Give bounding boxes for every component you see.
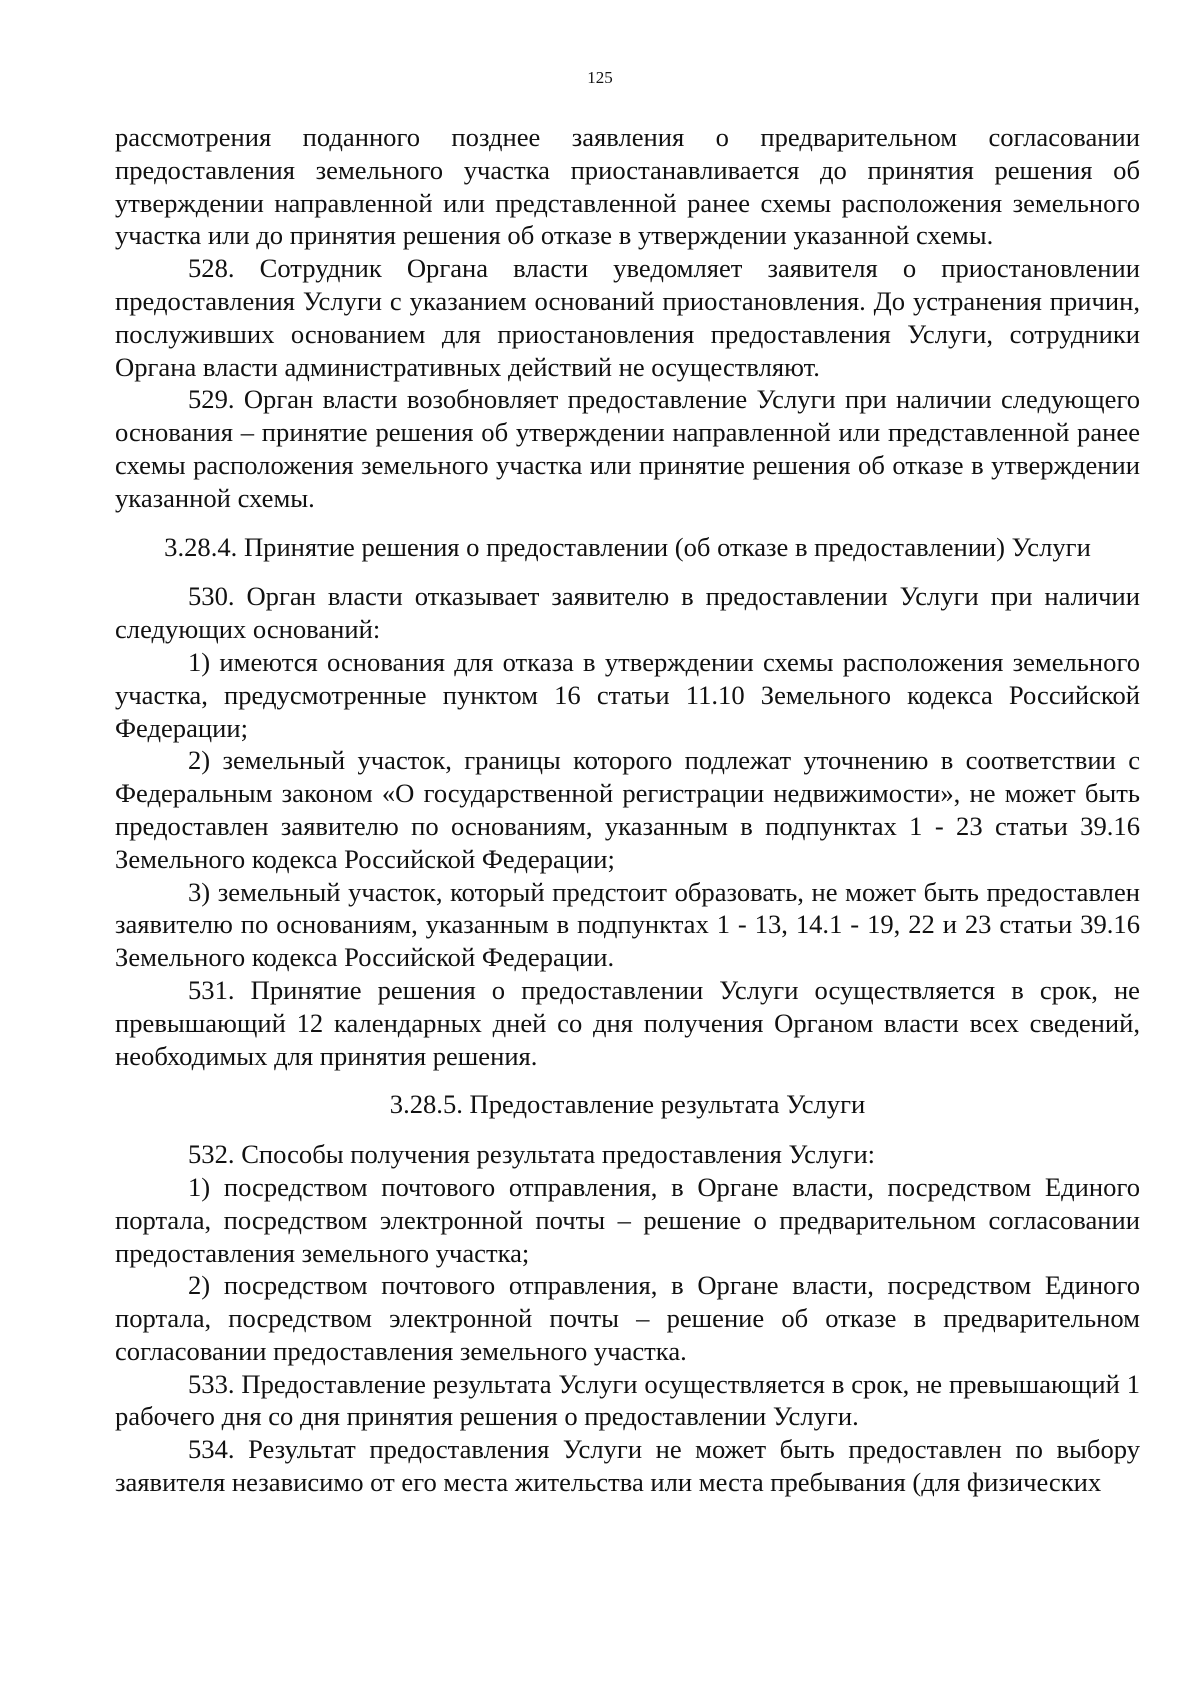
- page-number: 125: [587, 68, 613, 87]
- paragraph-532: 532. Способы получения результата предоставления Услуги:: [188, 1139, 876, 1170]
- list-item-532-2: 2) посредством почтового отправления, в Органе власти, посредством Единого портала, посредством электронной почты – решение об отказе в предварительном согласовании предоставления земельного участка.: [115, 1270, 1140, 1366]
- paragraph-529: 529. Орган власти возобновляет предоставление Услуги при наличии следующего основания – принятие решения об утверждении направленной или представленной ранее схемы расположения земельного участка или принятие решения об отказе в утверждении указанной схемы.: [115, 384, 1140, 513]
- paragraph-531: 531. Принятие решения о предоставлении Услуги осуществляется в срок, не превышающий 12 календарных дней со дня получения Органом власти всех сведений, необходимых для принятия решения.: [115, 974, 1140, 1071]
- list-item-530-3: 3) земельный участок, который предстоит образовать, не может быть предоставлен заявителю по основаниям, указанным в подпунктах 1 - 13, 14.1 - 19, 22 и 23 статьи 39.16 Земельного кодекса Российской Федерации.: [115, 876, 1140, 973]
- paragraph-continuation: рассмотрения поданного позднее заявления о предварительном согласовании предоставления земельного участка приостанавливается до принятия решения об утверждении направленной или представленной ранее схемы расположения земельного участка или до принятия решения об отказе в утверждении указанной схемы.: [115, 122, 1140, 251]
- paragraph-534: 534. Результат предоставления Услуги не может быть предоставлен по выбору заявителя независимо от его места жительства или места пребывания (для физических: [115, 1434, 1140, 1498]
- paragraph-530: 530. Орган власти отказывает заявителю в предоставлении Услуги при наличии следующих оснований:: [115, 581, 1140, 645]
- list-item-532-1: 1) посредством почтового отправления, в Органе власти, посредством Единого портала, посредством электронной почты – решение о предварительном согласовании предоставления земельного участка;: [115, 1171, 1140, 1268]
- list-item-530-2: 2) земельный участок, границы которого подлежат уточнению в соответствии с Федеральным законом «О государственной регистрации недвижимости», не может быть предоставлен заявителю по основаниям, указанным в подпунктах 1 - 23 статьи 39.16 Земельного кодекса Российской Федерации;: [115, 745, 1140, 874]
- paragraph-533: 533. Предоставление результата Услуги осуществляется в срок, не превышающий 1 рабочего дня со дня принятия решения о предоставлении Услуги.: [115, 1368, 1140, 1432]
- section-heading-3-28-5: 3.28.5. Предоставление результата Услуги: [389, 1089, 866, 1120]
- list-item-530-1: 1) имеются основания для отказа в утверждении схемы расположения земельного участка, предусмотренные пунктом 16 статьи 11.10 Земельного кодекса Российской Федерации;: [115, 646, 1140, 743]
- paragraph-528: 528. Сотрудник Органа власти уведомляет заявителя о приостановлении предоставления Услуги с указанием оснований приостановления. До устранения причин, послуживших основанием для приостановления предоставления Услуги, сотрудники Органа власти административных действий не осуществляют.: [115, 253, 1140, 382]
- document-body: [115, 121, 1140, 1499]
- section-heading-3-28-4: 3.28.4. Принятие решения о предоставлении (об отказе в предоставлении) Услуги: [164, 531, 1091, 562]
